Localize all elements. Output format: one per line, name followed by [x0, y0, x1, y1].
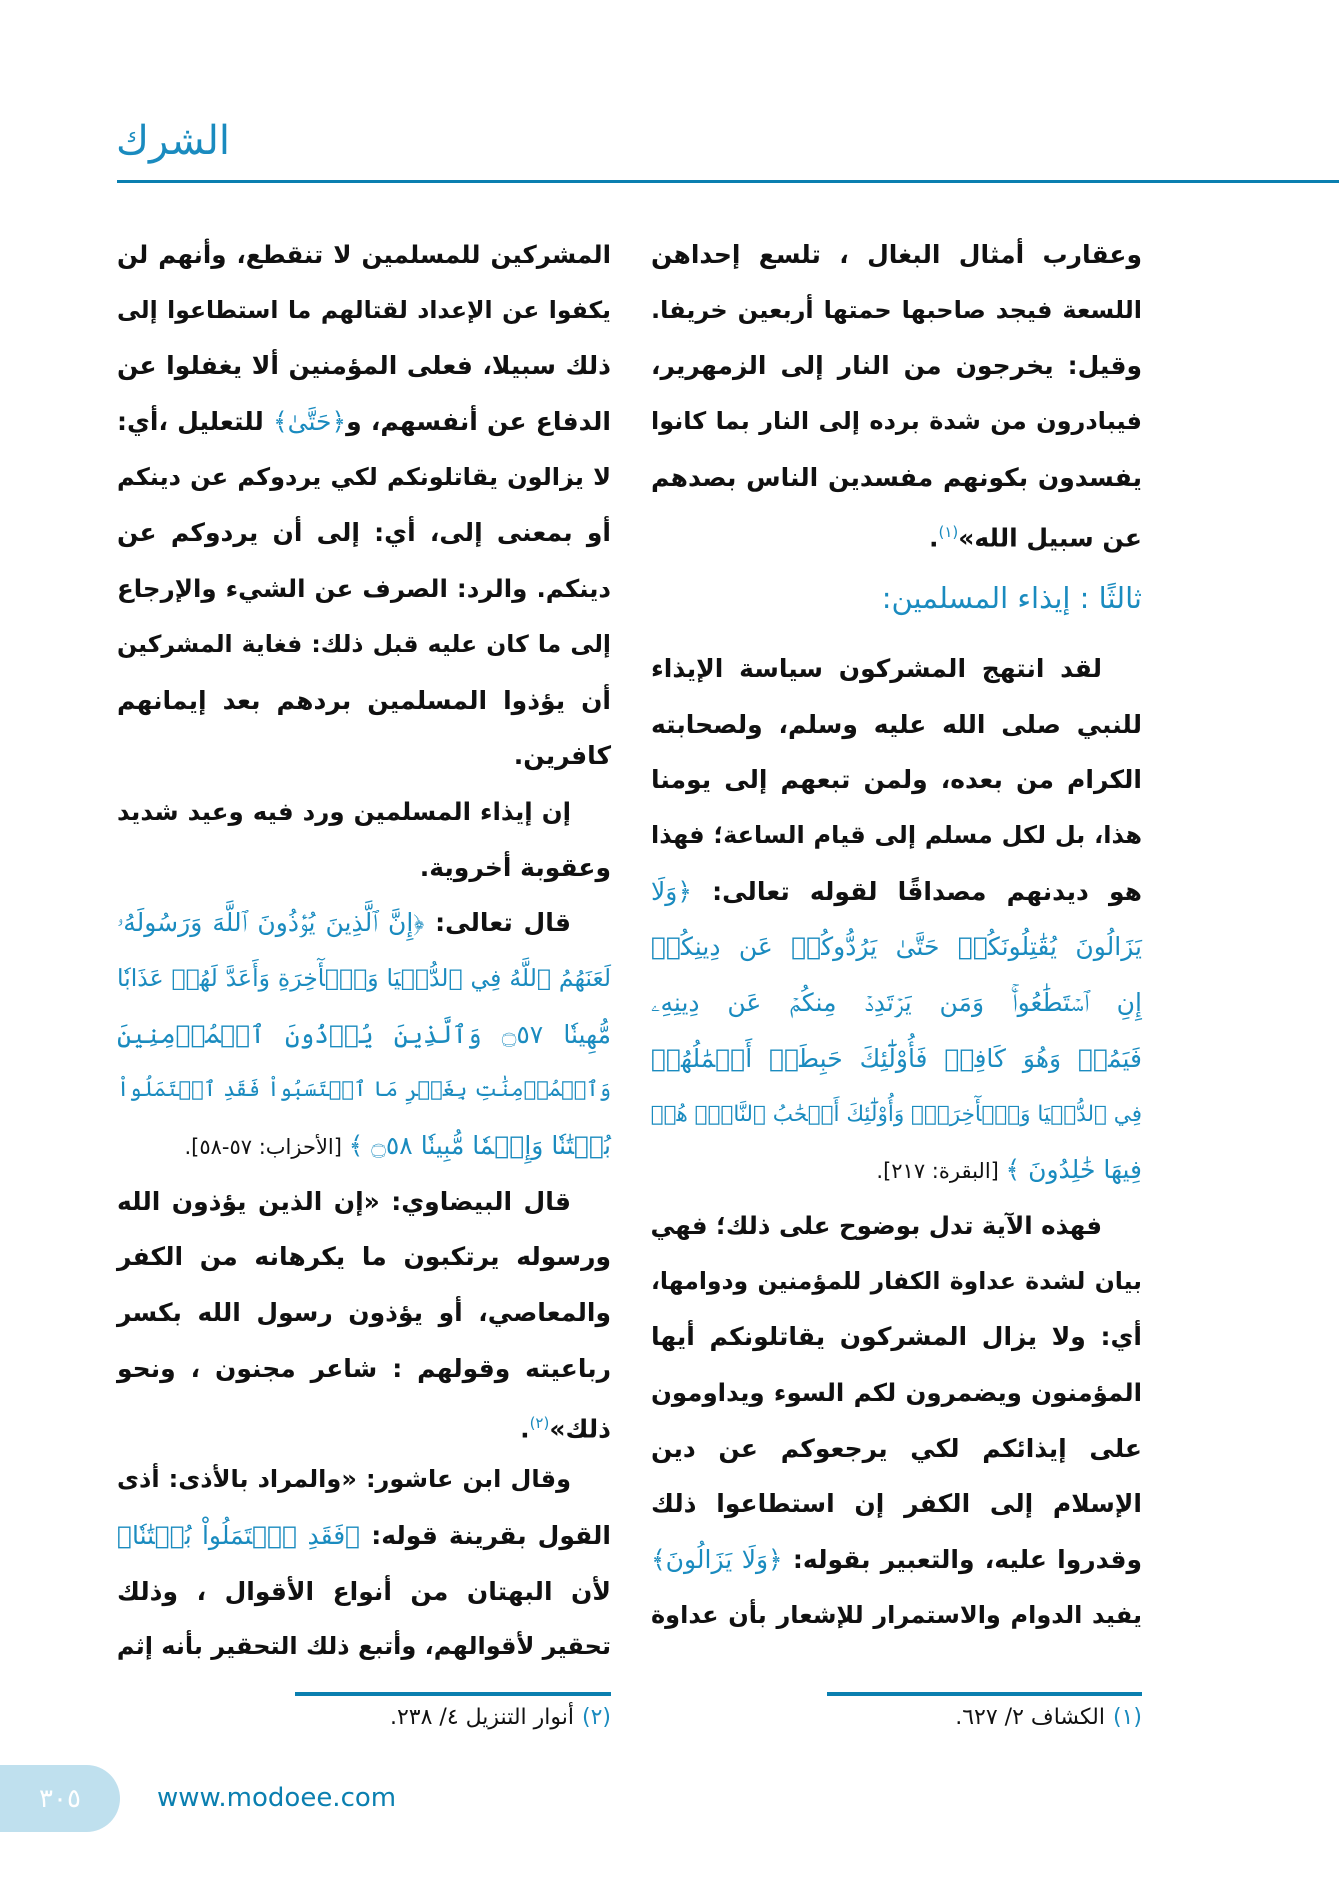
text-line	[651, 919, 1142, 975]
text-line	[117, 561, 611, 617]
text-line	[117, 728, 611, 784]
quran-verse: إِنِ ٱسۡتَطَٰعُواْۚ وَمَن يَرۡتَدِدۡ مِنكُمۡ عَن دِينِهِۦ	[651, 988, 1142, 1018]
quran-verse: فَيَمُتۡ وَهُوَ كَافِرٞ فَأُوْلَٰٓئِكَ حَبِطَتۡ أَعۡمَٰلُهُمۡ	[651, 1043, 1142, 1073]
text-segment: دينكم. والرد: الصرف عن الشيء والإرجاع	[117, 574, 611, 604]
text-line	[651, 227, 1142, 283]
text-line	[651, 1365, 1142, 1421]
site-url-link[interactable]: www.modoee.com	[157, 1783, 397, 1813]
text-segment: للتعليل ،أي:	[117, 407, 273, 437]
text-segment: أو بمعنى إلى، أي: إلى أن يردوكم عن	[117, 518, 611, 548]
text-segment: هذا، بل لكل مسلم إلى قيام الساعة؛ فهذا	[651, 821, 1142, 850]
text-line	[651, 808, 1142, 864]
verse-reference: [البقرة: ٢١٧].	[876, 1159, 1006, 1184]
text-line	[651, 1142, 1142, 1198]
left-column	[117, 227, 611, 1675]
footnote-rule-right	[827, 1692, 1142, 1696]
text-line	[651, 394, 1142, 450]
text-line	[117, 394, 611, 450]
right-column-block-a	[651, 227, 1142, 561]
text-line	[651, 1254, 1142, 1310]
text-line	[117, 338, 611, 394]
text-line	[117, 617, 611, 673]
text-segment: وعقارب أمثال البغال ، تلسع إحداهن	[651, 240, 1142, 269]
text-line	[117, 505, 611, 561]
text-segment: يفسدون بكونهم مفسدين الناس بصدهم	[651, 462, 1142, 492]
footnote-number: (١)	[1112, 1705, 1142, 1730]
footnote-marker[interactable]: (١)	[938, 523, 959, 542]
text-segment: لقد انتهج المشركون سياسة الإيذاء	[651, 654, 1102, 683]
text-segment: المؤمنون ويضمرون لكم السوء ويداومون	[651, 1377, 1142, 1407]
text-segment: عن سبيل الله»	[958, 523, 1142, 553]
text-segment: يفيد الدوام والاستمرار للإشعار بأن عداوة	[651, 1600, 1142, 1629]
footnote-marker[interactable]: (٢)	[529, 1414, 550, 1433]
text-line	[117, 1007, 611, 1063]
text-segment: وقدروا عليه، والتعبير بقوله:	[782, 1545, 1143, 1574]
text-segment: .	[928, 523, 939, 553]
text-line	[117, 227, 611, 283]
footnote-number: (٢)	[581, 1705, 611, 1730]
text-line	[651, 1198, 1142, 1254]
verse-reference: [الأحزاب: ٥٧-٥٨].	[184, 1135, 349, 1159]
text-line	[651, 1588, 1142, 1644]
section-heading-container	[651, 571, 1142, 627]
text-segment: هو ديدنهم مصداقًا لقوله تعالى:	[691, 876, 1142, 906]
text-segment: فهذه الآية تدل بوضوح على ذلك؛ فهي	[650, 1210, 1102, 1240]
text-segment: الكرام من بعده، ولمن تبعهم إلى يومنا	[651, 765, 1142, 795]
text-segment: أن يؤذوا المسلمين بردهم بعد إيمانهم	[117, 685, 611, 715]
quran-verse: ﴿وَلَا	[651, 876, 692, 906]
text-segment: قال تعالى:	[424, 908, 571, 938]
text-line	[117, 951, 611, 1007]
text-line	[117, 283, 611, 339]
text-line	[651, 283, 1142, 339]
text-segment: أي: ولا يزال المشركون يقاتلونكم أيها	[651, 1322, 1142, 1352]
quran-verse: بُهۡتَٰنٗا وَإِثۡمٗا مُّبِينٗا ۝٥٨ ﴾	[348, 1131, 611, 1160]
footnote-1	[955, 1705, 1142, 1730]
text-line	[117, 895, 611, 951]
text-line	[117, 784, 611, 840]
text-segment: كافرين.	[513, 741, 611, 771]
footnote-rule-left	[295, 1692, 611, 1696]
right-column-block-b	[651, 641, 1142, 1643]
text-segment: على إيذائكم لكي يرجعوكم عن دين	[651, 1433, 1142, 1463]
text-segment: فيبادرون من شدة برده إلى النار بما كانوا	[651, 407, 1142, 436]
text-line	[117, 1229, 611, 1285]
text-line	[651, 338, 1142, 394]
text-segment: إلى ما كان عليه قبل ذلك: فغاية المشركين	[117, 629, 611, 658]
text-segment: ورسوله يرتكبون ما يكرهانه من الكفر	[117, 1242, 611, 1272]
footnote-text: الكشاف ٢/ ٦٢٧.	[955, 1705, 1105, 1730]
text-segment: .	[520, 1414, 530, 1444]
text-line	[117, 1508, 611, 1564]
text-segment: ذلك»	[549, 1414, 611, 1444]
footnote-text: أنوار التنزيل ٤/ ٢٣٨.	[389, 1705, 574, 1730]
text-line	[651, 1031, 1142, 1087]
text-line	[117, 1564, 611, 1620]
text-segment: لأن البهتان من أنواع الأقوال ، وذلك	[117, 1576, 611, 1606]
text-segment: للنبي صلى الله عليه وسلم، ولصحابته	[651, 709, 1142, 739]
section-heading: ثالثًا : إيذاء المسلمين:	[881, 581, 1142, 615]
text-line	[117, 450, 611, 506]
text-line	[117, 1285, 611, 1341]
quran-verse: ﴿فَقَدِ ٱحۡتَمَلُواْ بُهۡتَٰنٗا﴾	[117, 1520, 361, 1550]
text-segment: قال البيضاوي: «إن الذين يؤذون الله	[117, 1186, 571, 1216]
text-segment: المشركين للمسلمين لا تنقطع، وأنهم لن	[117, 240, 611, 269]
text-segment: القول بقرينة قوله:	[360, 1520, 611, 1550]
chapter-title: الشرك	[116, 118, 231, 164]
text-line	[117, 1452, 611, 1508]
footnote-2	[390, 1705, 611, 1730]
text-line	[651, 975, 1142, 1031]
header-rule	[117, 180, 1339, 183]
text-line	[651, 450, 1142, 506]
quran-verse: ﴿وَلَا يَزَالُونَ﴾	[651, 1545, 783, 1574]
text-line	[117, 1118, 611, 1174]
text-line	[117, 1174, 611, 1230]
text-segment: يكفوا عن الإعداد لقتالهم ما استطاعوا إلى	[117, 295, 611, 324]
quran-verse: لَعَنَهُمُ ٱللَّهُ فِي ٱلدُّنۡيَا وَٱلۡأٓخِرَةِ وَأَعَدَّ لَهُمۡ عَذَابٗا	[117, 963, 611, 992]
quran-verse: فِيهَا خَٰلِدُونَ ﴾	[1005, 1155, 1142, 1185]
text-line	[651, 641, 1142, 697]
quran-verse: فِي ٱلدُّنۡيَا وَٱلۡأٓخِرَةِۖ وَأُوْلَٰٓئِكَ أَصۡحَٰبُ ٱلنَّارِۖ هُمۡ	[650, 1101, 1142, 1127]
quran-verse: ﴿حَتَّىٰ﴾	[272, 407, 347, 437]
text-segment: رباعيته وقولهم : شاعر مجنون ، ونحو	[117, 1353, 611, 1383]
text-segment: وقيل: يخرجون من النار إلى الزمهرير،	[651, 351, 1142, 381]
text-line	[117, 1396, 611, 1452]
text-segment: وقال ابن عاشور: «والمراد بالأذى: أذى	[117, 1465, 571, 1494]
text-segment: الإسلام إلى الكفر إن استطاعوا ذلك	[651, 1489, 1142, 1519]
text-segment: ذلك سبيلا، فعلى المؤمنين ألا يغفلوا عن	[117, 351, 611, 381]
text-segment: وعقوبة أخروية.	[419, 852, 611, 882]
text-segment: الدفاع عن أنفسهم، و	[346, 407, 611, 437]
quran-verse: وَٱلۡمُؤۡمِنَٰتِ بِغَيۡرِ مَا ٱكۡتَسَبُواْ فَقَدِ ٱحۡتَمَلُواْ	[117, 1077, 611, 1102]
text-segment: تحقير لأقوالهم، وأتبع ذلك التحقير بأنه إثم	[116, 1632, 611, 1661]
text-line	[117, 1062, 611, 1118]
text-segment: بيان لشدة عداوة الكفار للمؤمنين ودوامها،	[651, 1266, 1142, 1295]
page-number: ٣٠٥	[0, 1765, 120, 1832]
text-line	[117, 673, 611, 729]
text-line	[117, 840, 611, 896]
text-line	[117, 1619, 611, 1675]
text-line	[651, 1476, 1142, 1532]
text-line	[651, 1087, 1142, 1143]
quran-verse: يَزَالُونَ يُقَٰتِلُونَكُمۡ حَتَّىٰ يَرُدُّوكُمۡ عَن دِينِكُمۡ	[651, 932, 1142, 962]
text-segment: اللسعة فيجد صاحبها حمتها أربعين خريفا.	[651, 295, 1142, 324]
text-line	[651, 1309, 1142, 1365]
text-segment: إن إيذاء المسلمين ورد فيه وعيد شديد	[117, 796, 571, 826]
text-line	[651, 505, 1142, 561]
text-line	[651, 864, 1142, 920]
text-line	[651, 697, 1142, 753]
quran-verse: مُّهِينٗا ۝٥٧ وَٱلَّذِينَ يُؤۡذُونَ ٱلۡمُؤۡمِنِينَ	[117, 1019, 611, 1049]
text-line	[117, 1341, 611, 1397]
text-segment: لا يزالون يقاتلونكم لكي يردوكم عن دينكم	[117, 462, 611, 491]
text-line	[651, 1532, 1142, 1588]
quran-verse: ﴿إِنَّ ٱلَّذِينَ يُؤۡذُونَ ٱللَّهَ وَرَسُولَهُۥ	[117, 908, 425, 938]
text-line	[651, 1421, 1142, 1477]
text-segment: والمعاصي، أو يؤذون رسول الله بكسر	[117, 1298, 611, 1328]
text-line	[651, 752, 1142, 808]
